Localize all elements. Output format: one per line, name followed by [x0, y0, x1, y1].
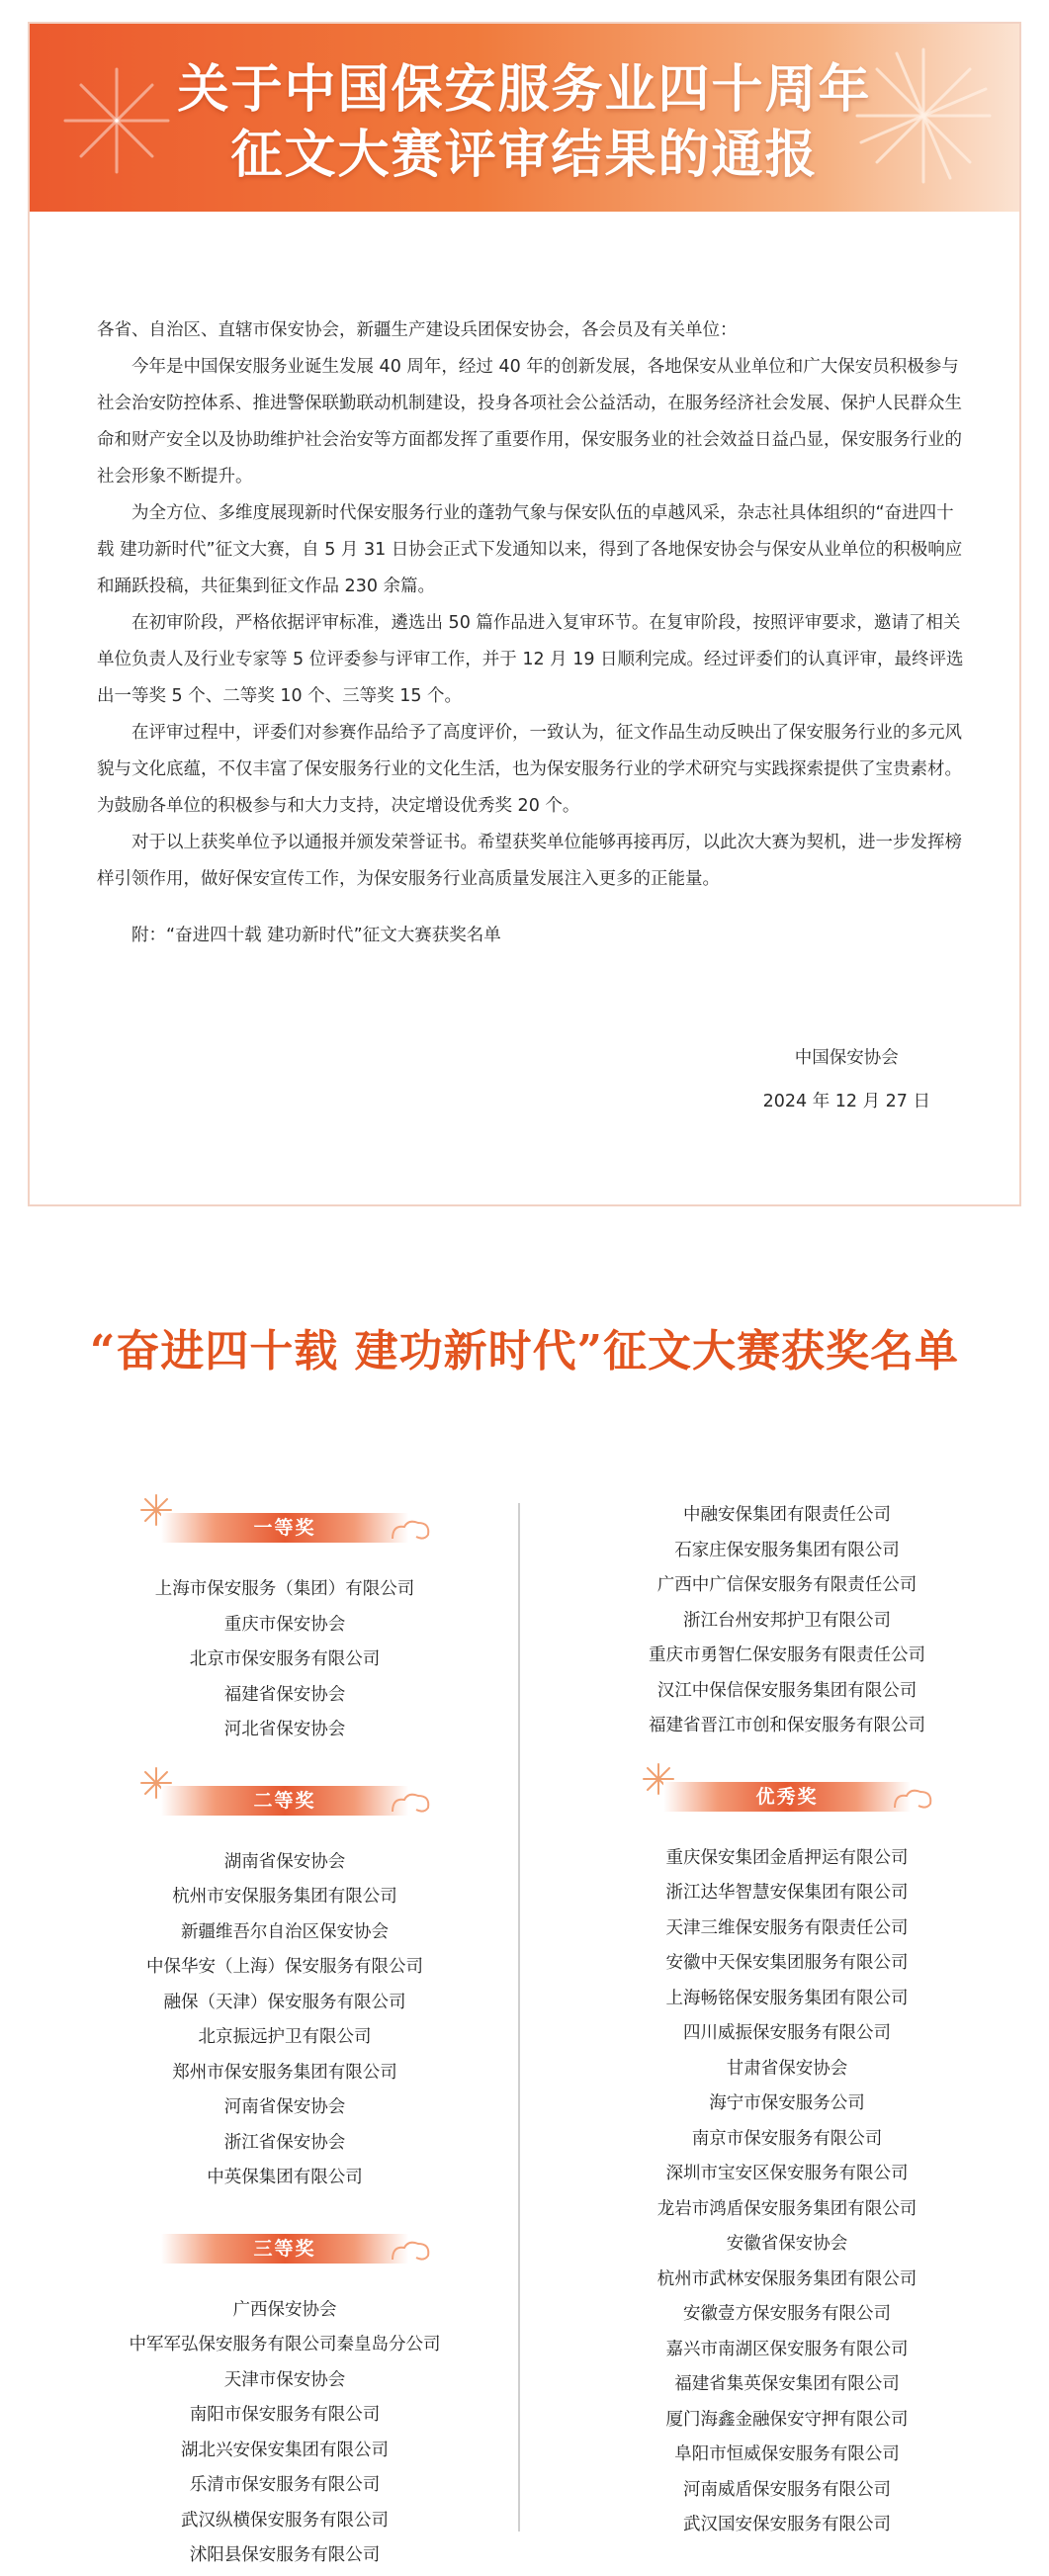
- third-prize-label: 三等奖: [253, 2237, 316, 2260]
- list-item: 融保（天津）保安服务有限公司: [163, 1992, 406, 2012]
- list-item: 上海畅铭保安服务集团有限公司: [665, 1988, 909, 2008]
- salutation: 各省、自治区、直辖市保安协会，新疆生产建设兵团保安协会，各会员及有关单位：: [97, 320, 738, 340]
- list-item: 浙江达华智慧安保集团有限公司: [665, 1883, 909, 1903]
- awards-title: “奋进四十载 建功新时代”征文大赛获奖名单: [90, 1326, 959, 1377]
- signature-date: 2024 年 12 月 27 日: [762, 1092, 930, 1111]
- list-item: 武汉纵横保安服务有限公司: [181, 2510, 389, 2531]
- list-item: 福建省集英保安集团有限公司: [674, 2374, 900, 2394]
- list-item: 河南省保安协会: [223, 2097, 346, 2117]
- title-line-2: 征文大赛评审结果的通报: [230, 125, 819, 185]
- page-title: [30, 57, 1019, 188]
- attachment-note: 附：“奋进四十载 建功新时代”征文大赛获奖名单: [131, 926, 501, 945]
- third-prize-header: [131, 2214, 438, 2275]
- list-item: 中保华安（上海）保安服务有限公司: [146, 1957, 423, 1977]
- list-item: 嘉兴市南湖区保安服务有限公司: [665, 2339, 909, 2359]
- column-divider: [518, 1503, 520, 2532]
- list-item: 天津市保安协会: [223, 2369, 346, 2390]
- title-banner: [30, 24, 1019, 212]
- second-prize-header: [131, 1766, 438, 1827]
- list-item: 石家庄保安服务集团有限公司: [674, 1540, 900, 1560]
- list-item: 四川威振保安服务有限公司: [683, 2023, 891, 2043]
- list-item: 深圳市宝安区保安服务有限公司: [665, 2164, 909, 2183]
- list-item: 南京市保安服务有限公司: [691, 2128, 883, 2149]
- list-item: 武汉国安保安服务有限公司: [683, 2515, 891, 2534]
- awards-column-left: [57, 1493, 512, 2574]
- title-line-1: 关于中国保安服务业四十周年: [177, 59, 872, 120]
- list-item: 北京振远护卫有限公司: [198, 2027, 372, 2047]
- list-item: 浙江台州安邦护卫有限公司: [683, 1610, 891, 1631]
- third-prize-list-left: [57, 2293, 512, 2574]
- list-item: 杭州市武林安保服务集团有限公司: [656, 2268, 918, 2289]
- list-item: 北京市保安服务有限公司: [189, 1649, 381, 1669]
- list-item: 广西保安协会: [232, 2299, 337, 2320]
- excellence-prize-header: [634, 1762, 940, 1823]
- list-item: 湖北兴安保安集团有限公司: [181, 2440, 389, 2460]
- list-item: 福建省晋江市创和保安服务有限公司: [649, 1716, 925, 1735]
- second-prize-label: 二等奖: [253, 1789, 316, 1812]
- list-item: 海宁市保安服务公司: [709, 2093, 865, 2113]
- paragraph: 对于以上获奖单位予以通报并颁发荣誉证书。希望获奖单位能够再接再厉，以此次大赛为契机，进一步发挥榜样引领作用，做好保安宣传工作，为保安服务行业高质量发展注入更多的正能量。: [97, 833, 962, 889]
- list-item: 上海市保安服务（集团）有限公司: [154, 1579, 415, 1599]
- list-item: 中英保集团有限公司: [207, 2168, 363, 2187]
- list-item: 乐清市保安服务有限公司: [189, 2475, 381, 2495]
- excellence-prize-label: 优秀奖: [755, 1785, 819, 1808]
- list-item: 重庆保安集团金盾押运有限公司: [665, 1847, 909, 1868]
- list-item: 南阳市保安服务有限公司: [189, 2405, 381, 2425]
- cloud-icon: [389, 2238, 432, 2264]
- list-item: 中军军弘保安服务有限公司秦皇岛分公司: [129, 2335, 441, 2354]
- paragraph: 今年是中国保安服务业诞生发展 40 周年，经过 40 年的创新发展，各地保安从业单位和广大保安员积极参与社会治安防控体系、推进警保联勤联动机制建设，投身各项社会公益活动，在服务经济社会发展、保护人民群众生命和财产安全以及协助维护社会治安等方面都发挥了重要作用，保安服务业的社会效益日益凸显，保安服务行业的社会形象不断提升。: [97, 357, 962, 487]
- list-item: 福建省保安协会: [223, 1684, 346, 1705]
- notice-body: [97, 312, 967, 954]
- list-item: 汉江中保信保安服务集团有限公司: [656, 1680, 918, 1701]
- list-item: 沭阳县保安服务有限公司: [189, 2545, 381, 2565]
- list-item: 浙江省保安协会: [223, 2132, 346, 2153]
- paragraph: 为全方位、多维度展现新时代保安服务行业的蓬勃气象与保安队伍的卓越风采，杂志社具体组织的“奋进四十载 建功新时代”征文大赛，自 5 月 31 日协会正式下发通知以来，得到了各地保安协会与保安从业单位的积极响应和踊跃投稿，共征集到征文作品 230 余篇。: [97, 503, 963, 596]
- cloud-icon: [891, 1786, 934, 1812]
- list-item: 甘肃省保安协会: [726, 2058, 848, 2079]
- notice-card: [28, 22, 1021, 1206]
- list-item: 龙岩市鸿盾保安服务集团有限公司: [656, 2198, 918, 2219]
- list-item: 新疆维吾尔自治区保安协会: [181, 1921, 389, 1942]
- excellence-prize-list: [560, 1841, 1014, 2543]
- first-prize-label: 一等奖: [253, 1517, 316, 1539]
- list-item: 安徽壹方保安服务有限公司: [683, 2304, 891, 2324]
- list-item: 郑州市保安服务集团有限公司: [172, 2062, 397, 2083]
- list-item: 安徽省保安协会: [726, 2234, 848, 2254]
- third-prize-list-right: [560, 1498, 1014, 1744]
- list-item: 天津三维保安服务有限责任公司: [665, 1917, 909, 1938]
- second-prize-list: [57, 1845, 512, 2196]
- paragraph: 在初审阶段，严格依据评审标准，遴选出 50 篇作品进入复审环节。在复审阶段，按照评审要求，邀请了相关单位负责人及行业专家等 5 位评委参与评审工作，并于 12 月 19 日顺利完成。经过评委们的认真评审，最终评选出一等奖 5 个、二等奖 10 个、三等奖 15 个。: [97, 613, 964, 706]
- first-prize-list: [57, 1572, 512, 1748]
- list-item: 河北省保安协会: [223, 1720, 346, 1739]
- cloud-icon: [389, 1790, 432, 1816]
- paragraph: 在评审过程中，评委们对参赛作品给予了高度评价，一致认为，征文作品生动反映出了保安服务行业的多元风貌与文化底蕴，不仅丰富了保安服务行业的文化生活，也为保安服务行业的学术研究与实践探索提供了宝贵素材。为鼓励各单位的积极参与和大力支持，决定增设优秀奖 20 个。: [97, 723, 962, 816]
- signature-block: [763, 1036, 930, 1123]
- list-item: 广西中广信保安服务有限责任公司: [656, 1575, 918, 1595]
- cloud-icon: [389, 1517, 432, 1543]
- list-item: 湖南省保安协会: [223, 1851, 346, 1872]
- list-item: 安徽中天保安集团服务有限公司: [665, 1953, 909, 1973]
- list-item: 阜阳市恒威保安服务有限公司: [674, 2444, 900, 2464]
- list-item: 重庆市勇智仁保安服务有限责任公司: [649, 1645, 925, 1665]
- list-item: 重庆市保安协会: [223, 1614, 346, 1635]
- list-item: 河南威盾保安服务有限公司: [683, 2479, 891, 2500]
- signature-org: 中国保安协会: [794, 1048, 899, 1068]
- awards-column-right: [560, 1498, 1014, 2543]
- first-prize-header: [131, 1493, 438, 1554]
- list-item: 中融安保集团有限责任公司: [683, 1505, 891, 1525]
- list-item: 杭州市安保服务集团有限公司: [172, 1887, 397, 1907]
- list-item: 厦门海鑫金融保安守押有限公司: [665, 2409, 909, 2430]
